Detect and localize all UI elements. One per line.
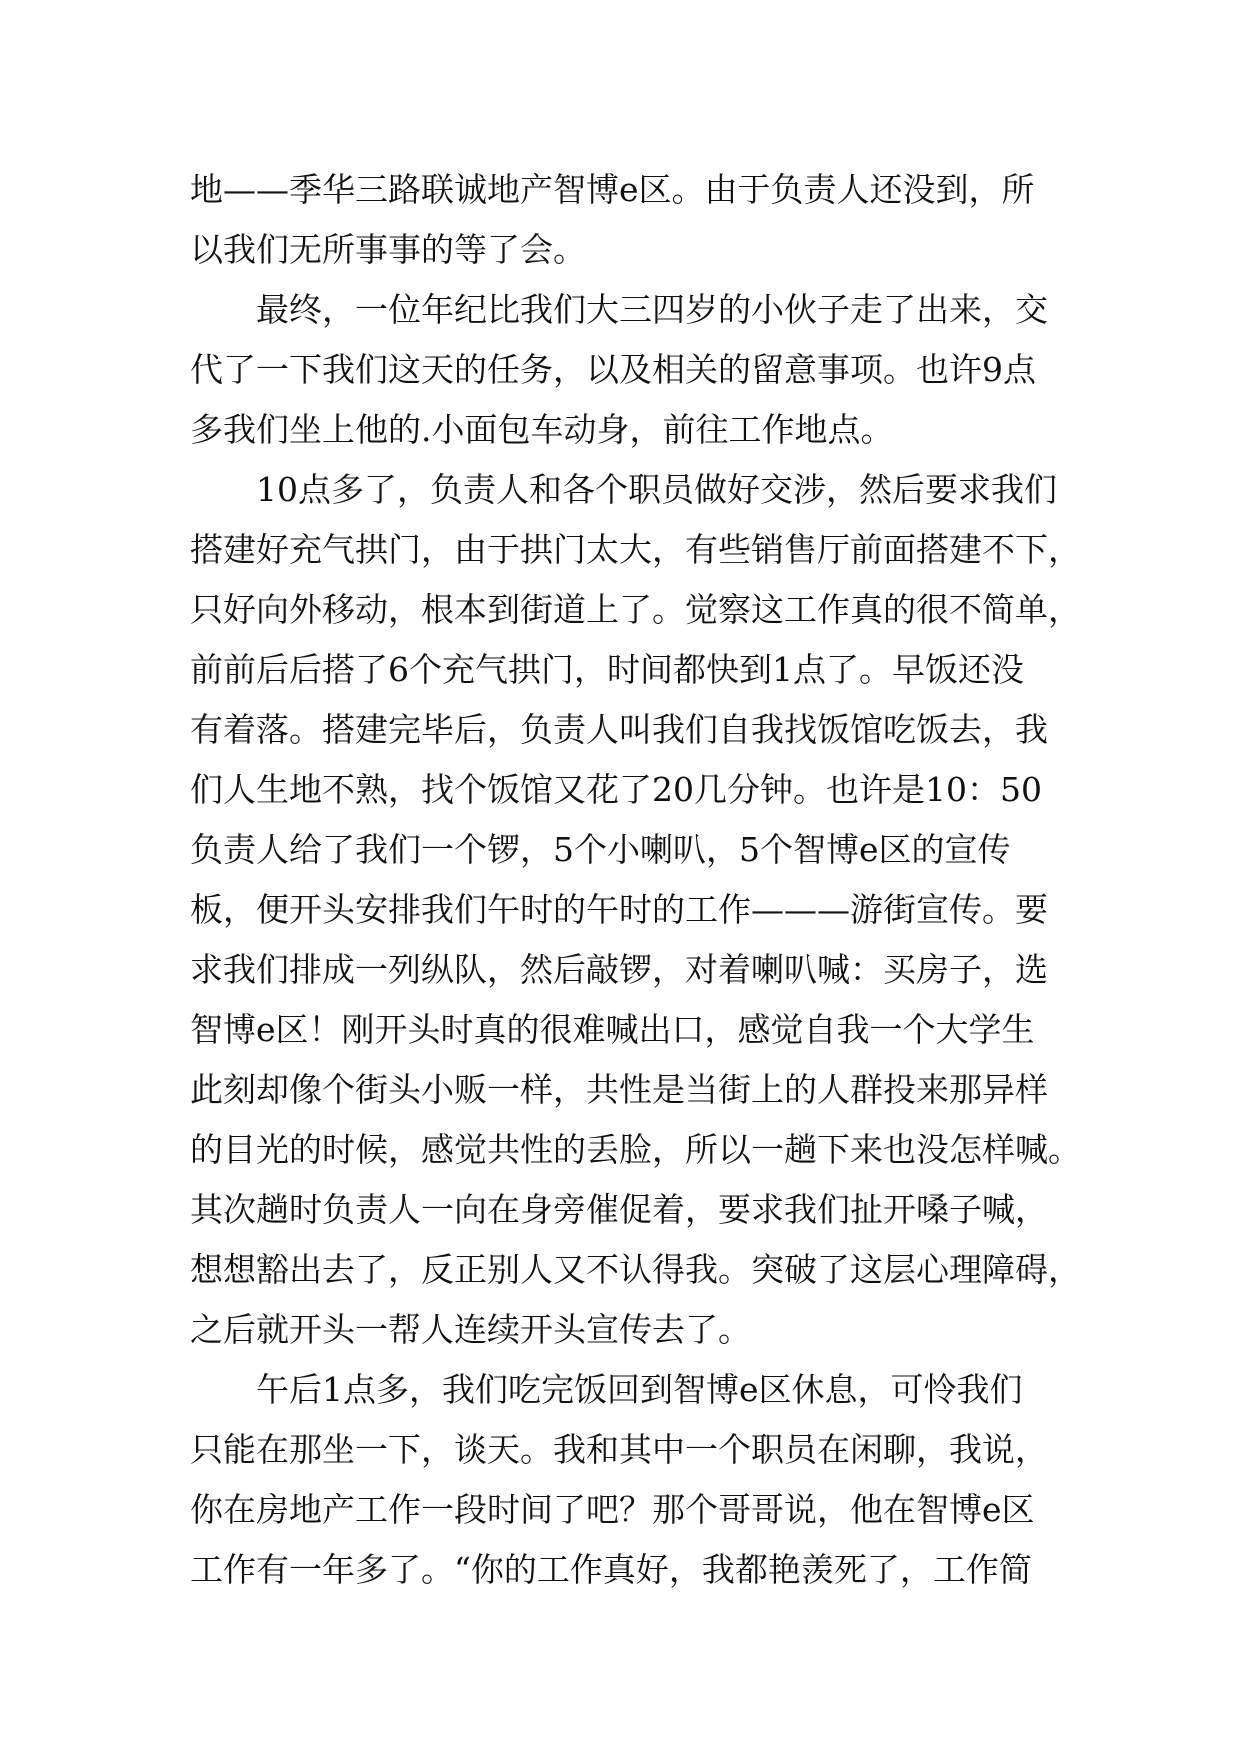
text-line: 只好向外移动，根本到街道上了。觉察这工作真的很不简单， xyxy=(190,590,1081,629)
text-line: 有着落。搭建完毕后，负责人叫我们自我找饭馆吃饭去，我 xyxy=(190,710,1048,749)
text-line: 求我们排成一列纵队，然后敲锣，对着喇叭喊：买房子，选 xyxy=(190,950,1048,989)
text-line: 此刻却像个街头小贩一样，共性是当街上的人群投来那异样 xyxy=(190,1070,1048,1109)
text-line: 多我们坐上他的.小面包车动身，前往工作地点。 xyxy=(190,410,894,449)
body-text xyxy=(190,160,1081,1600)
text-line: 智博e区！刚开头时真的很难喊出口，感觉自我一个大学生 xyxy=(190,1010,1035,1049)
text-line: 只能在那坐一下，谈天。我和其中一个职员在闲聊，我说， xyxy=(190,1430,1048,1469)
text-line: 搭建好充气拱门，由于拱门太大，有些销售厅前面搭建不下， xyxy=(190,530,1081,569)
text-line: 之后就开头一帮人连续开头宣传去了。 xyxy=(190,1310,751,1349)
text-line: 板，便开头安排我们午时的午时的工作———游街宣传。要 xyxy=(190,890,1048,929)
paragraph-first-line: 午后1点多，我们吃完饭回到智博e区休息，可怜我们 xyxy=(256,1370,1023,1409)
text-line: 代了一下我们这天的任务，以及相关的留意事项。也许9点 xyxy=(190,350,1036,389)
text-line: 们人生地不熟，找个饭馆又花了20几分钟。也许是10：50 xyxy=(190,770,1042,809)
text-line: 其次趟时负责人一向在身旁催促着，要求我们扯开嗓子喊， xyxy=(190,1190,1048,1229)
text-line: 地——季华三路联诚地产智博e区。由于负责人还没到，所 xyxy=(190,170,1035,209)
text-line: 你在房地产工作一段时间了吧？那个哥哥说，他在智博e区 xyxy=(190,1490,1035,1529)
text-line: 以我们无所事事的等了会。 xyxy=(190,230,586,269)
text-line: 前前后后搭了6个充气拱门，时间都快到1点了。早饭还没 xyxy=(190,650,1024,689)
paragraph-first-line: 最终，一位年纪比我们大三四岁的小伙子走了出来，交 xyxy=(256,290,1048,329)
text-line: 想想豁出去了，反正别人又不认得我。突破了这层心理障碍， xyxy=(190,1250,1081,1289)
text-line: 工作有一年多了。“你的工作真好，我都艳羡死了，工作简 xyxy=(190,1550,1032,1589)
text-line: 负责人给了我们一个锣，5个小喇叭，5个智博e区的宣传 xyxy=(190,830,1011,869)
paragraph-first-line: 10点多了，负责人和各个职员做好交涉，然后要求我们 xyxy=(256,470,1057,509)
text-line: 的目光的时候，感觉共性的丢脸，所以一趟下来也没怎样喊。 xyxy=(190,1130,1081,1169)
